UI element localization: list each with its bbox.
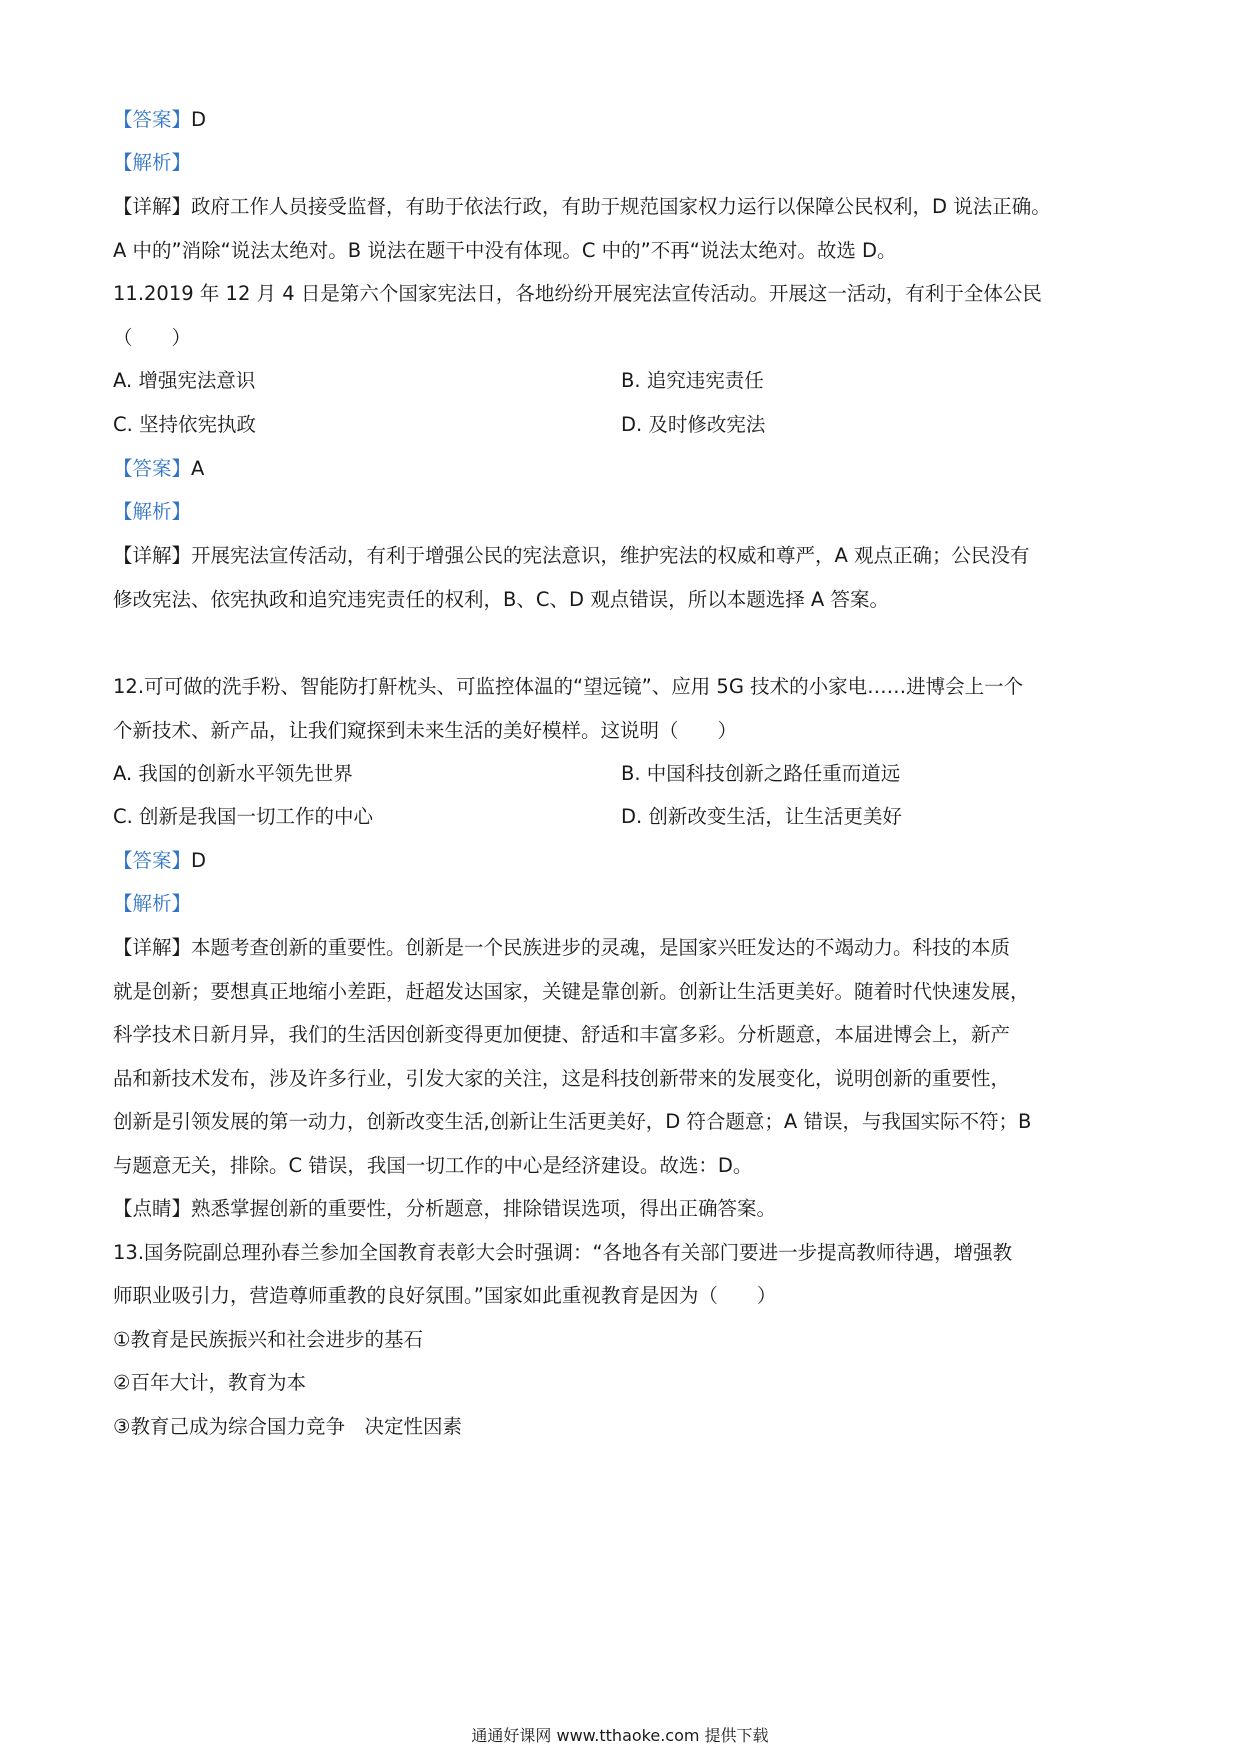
answer-line-q10 — [113, 105, 206, 135]
detail-line — [113, 933, 1010, 963]
answer-line-q12 — [113, 846, 206, 876]
answer-value: D — [191, 108, 207, 131]
detail-line: 就是创新；要想真正地缩小差距，赶超发达国家，关键是靠创新。创新让生活更美好。随着时代快速发展， — [113, 980, 1030, 1003]
answer-line-q11 — [113, 454, 204, 484]
analysis-tag: 【解析】 — [113, 500, 192, 523]
answer-value: D — [191, 849, 207, 872]
question-13-stem: 师职业吸引力，营造尊师重教的良好氛围。”国家如此重视教育是因为（ ） — [113, 1284, 777, 1307]
option-d: D. 创新改变生活，让生活更美好 — [621, 805, 902, 828]
comment-text: 熟悉掌握创新的重要性，分析题意，排除错误选项，得出正确答案。 — [191, 1197, 777, 1220]
question-12-stem: 12.可可做的洗手粉、智能防打鼾枕头、可监控体温的“望远镜”、应用 5G 技术的小家电……进博会上一个 — [113, 675, 1024, 698]
answer-tag: 【答案】 — [113, 108, 192, 131]
detail-text: 开展宪法宣传活动，有利于增强公民的宪法意识，维护宪法的权威和尊严，A 观点正确；公民没有 — [191, 544, 1030, 567]
answer-tag: 【答案】 — [113, 457, 192, 480]
detail-line: 科学技术日新月异，我们的生活因创新变得更加便捷、舒适和丰富多彩。分析题意，本届进博会上，新产 — [113, 1023, 1011, 1046]
detail-line: 品和新技术发布，涉及许多行业，引发大家的关注，这是科技创新带来的发展变化，说明创新的重要性， — [113, 1067, 1011, 1090]
question-13-stem: 13.国务院副总理孙春兰参加全国教育表彰大会时强调：“各地各有关部门要进一步提高教师待遇，增强教 — [113, 1241, 1013, 1264]
option-d: D. 及时修改宪法 — [621, 413, 766, 436]
question-11-stem: 11.2019 年 12 月 4 日是第六个国家宪法日，各地纷纷开展宪法宣传活动。开展这一活动，有利于全体公民 — [113, 282, 1042, 305]
detail-text: 本题考查创新的重要性。创新是一个民族进步的灵魂，是国家兴旺发达的不竭动力。科技的本质 — [191, 936, 1011, 959]
analysis-tag: 【解析】 — [113, 892, 192, 915]
detail-line: 修改宪法、依宪执政和追究违宪责任的权利，B、C、D 观点错误，所以本题选择 A 答案。 — [113, 588, 889, 611]
comment-tag: 【点睛】 — [113, 1197, 192, 1220]
detail-line — [113, 541, 1030, 571]
detail-tag: 【详解】 — [113, 936, 192, 959]
option-c: C. 坚持依宪执政 — [113, 413, 257, 436]
statement-item: ②百年大计，教育为本 — [113, 1371, 306, 1394]
option-b: B. 中国科技创新之路任重而道远 — [621, 762, 901, 785]
detail-line: 与题意无关，排除。C 错误，我国一切工作的中心是经济建设。故选：D。 — [113, 1154, 753, 1177]
detail-text: 政府工作人员接受监督，有助于依法行政，有助于规范国家权力运行以保障公民权利，D 说法正确。 — [191, 195, 1051, 218]
detail-line: A 中的”消除“说法太绝对。B 说法在题干中没有体现。C 中的”不再“说法太绝对。故选 D。 — [113, 239, 897, 262]
detail-line: 创新是引领发展的第一动力，创新改变生活,创新让生活更美好，D 符合题意；A 错误，与我国实际不符；B — [113, 1110, 1032, 1133]
statement-item: ③教育己成为综合国力竞争 决定性因素 — [113, 1415, 462, 1438]
answer-tag: 【答案】 — [113, 849, 192, 872]
answer-value: A — [191, 457, 205, 480]
option-b: B. 追究违宪责任 — [621, 369, 764, 392]
statement-item: ①教育是民族振兴和社会进步的基石 — [113, 1328, 423, 1351]
analysis-tag: 【解析】 — [113, 151, 192, 174]
question-12-stem: 个新技术、新产品，让我们窥探到未来生活的美好模样。这说明（ ） — [113, 719, 738, 742]
option-a: A. 我国的创新水平领先世界 — [113, 762, 353, 785]
page-footer: 通通好课网 www.tthaoke.com 提供下载 — [471, 1726, 769, 1745]
detail-tag: 【详解】 — [113, 544, 192, 567]
detail-line — [113, 192, 1051, 222]
detail-tag: 【详解】 — [113, 195, 192, 218]
option-a: A. 增强宪法意识 — [113, 369, 256, 392]
comment-line — [113, 1194, 776, 1224]
question-11-blank: （ ） — [113, 326, 192, 349]
option-c: C. 创新是我国一切工作的中心 — [113, 805, 374, 828]
